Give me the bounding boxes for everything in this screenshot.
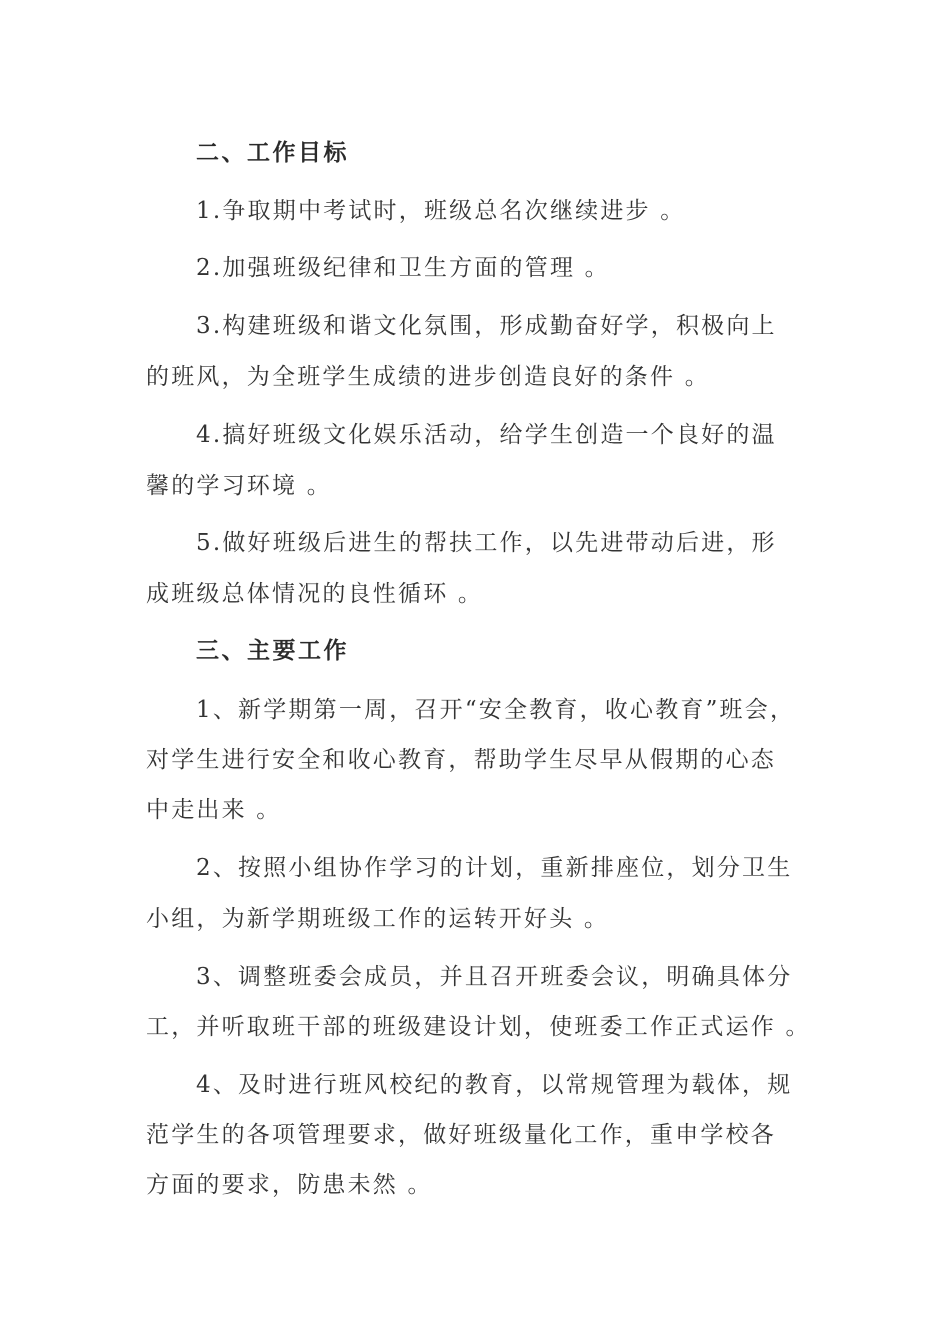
- work-item-1-line-2: 对学生进行安全和收心教育，帮助学生尽早从假期的心态: [146, 747, 776, 773]
- goal-item-5-line-1: 5.做好班级后进生的帮扶工作，以先进带动后进，形: [196, 530, 777, 556]
- work-item-4-line-3: 方面的要求，防患未然 。: [146, 1172, 433, 1198]
- goal-item-3-line-2: 的班风，为全班学生成绩的进步创造良好的条件 。: [146, 364, 710, 390]
- work-item-1-line-1: 1、新学期第一周，召开“安全教育，收心教育”班会，: [196, 697, 796, 723]
- section-heading-goals: 二、工作目标: [196, 139, 349, 166]
- goal-item-4-line-2: 馨的学习环境 。: [146, 473, 332, 499]
- work-item-3-line-2: 工，并听取班干部的班级建设计划，使班委工作正式运作 。: [146, 1014, 811, 1040]
- section-heading-main-work: 三、主要工作: [196, 637, 349, 664]
- goal-item-3-line-1: 3.构建班级和谐文化氛围，形成勤奋好学，积极向上: [196, 313, 777, 339]
- work-item-3-line-1: 3、调整班委会成员，并且召开班委会议，明确具体分: [196, 964, 793, 990]
- work-item-2-line-2: 小组，为新学期班级工作的运转开好头 。: [146, 906, 610, 932]
- work-item-1-line-3: 中走出来 。: [146, 797, 282, 823]
- work-item-2-line-1: 2、按照小组协作学习的计划，重新排座位，划分卫生: [196, 855, 793, 881]
- work-item-4-line-2: 范学生的各项管理要求，做好班级量化工作，重申学校各: [146, 1122, 776, 1148]
- work-item-4-line-1: 4、及时进行班风校纪的教育，以常规管理为载体，规: [196, 1072, 793, 1098]
- goal-item-1: 1.争取期中考试时，班级总名次继续进步 。: [196, 198, 686, 224]
- goal-item-2: 2.加强班级纪律和卫生方面的管理 。: [196, 255, 610, 281]
- goal-item-4-line-1: 4.搞好班级文化娱乐活动，给学生创造一个良好的温: [196, 422, 777, 448]
- goal-item-5-line-2: 成班级总体情况的良性循环 。: [146, 581, 484, 607]
